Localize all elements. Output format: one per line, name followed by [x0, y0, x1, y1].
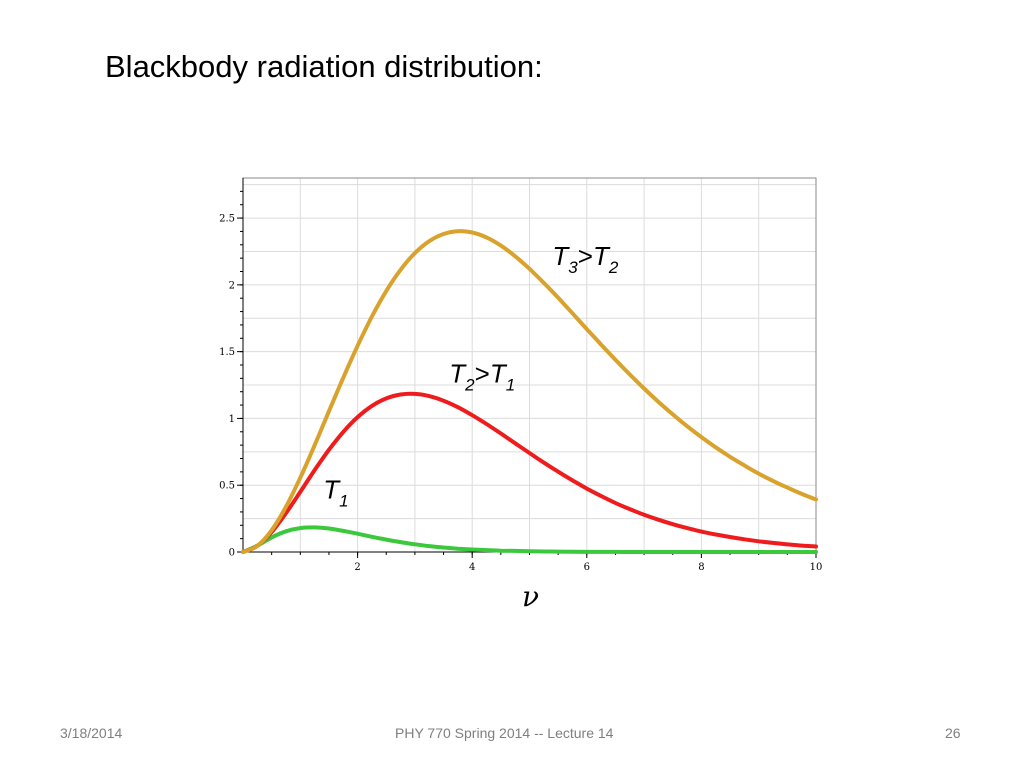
x-tick-label: 4 — [469, 562, 476, 573]
footer-date: 3/18/2014 — [60, 725, 123, 741]
y-tick-label: 0 — [228, 547, 235, 559]
blackbody-chart — [200, 165, 830, 625]
x-tick-label: 6 — [583, 562, 590, 573]
series-label-t1: $T_1$ — [323, 474, 349, 511]
series-label-t3: $T_3>T_2$ — [552, 240, 619, 277]
series-labels — [323, 241, 619, 511]
series-label-t2: $T_2>T_1$ — [449, 358, 516, 395]
y-tick-label: 0.5 — [219, 480, 235, 492]
x-tick-label: 8 — [698, 562, 705, 573]
footer-page-number: 26 — [945, 725, 961, 741]
slide-title: Blackbody radiation distribution: — [105, 49, 543, 84]
x-tick-label: 2 — [354, 562, 361, 573]
axes — [219, 178, 822, 573]
y-tick-label: 2 — [228, 280, 235, 292]
y-tick-label: 2.5 — [219, 213, 235, 225]
footer-course: PHY 770 Spring 2014 -- Lecture 14 — [395, 725, 614, 741]
y-tick-label: 1 — [228, 413, 235, 425]
x-axis-label: ν — [521, 580, 540, 613]
x-tick-label: 10 — [809, 562, 823, 573]
y-tick-label: 1.5 — [219, 347, 235, 359]
